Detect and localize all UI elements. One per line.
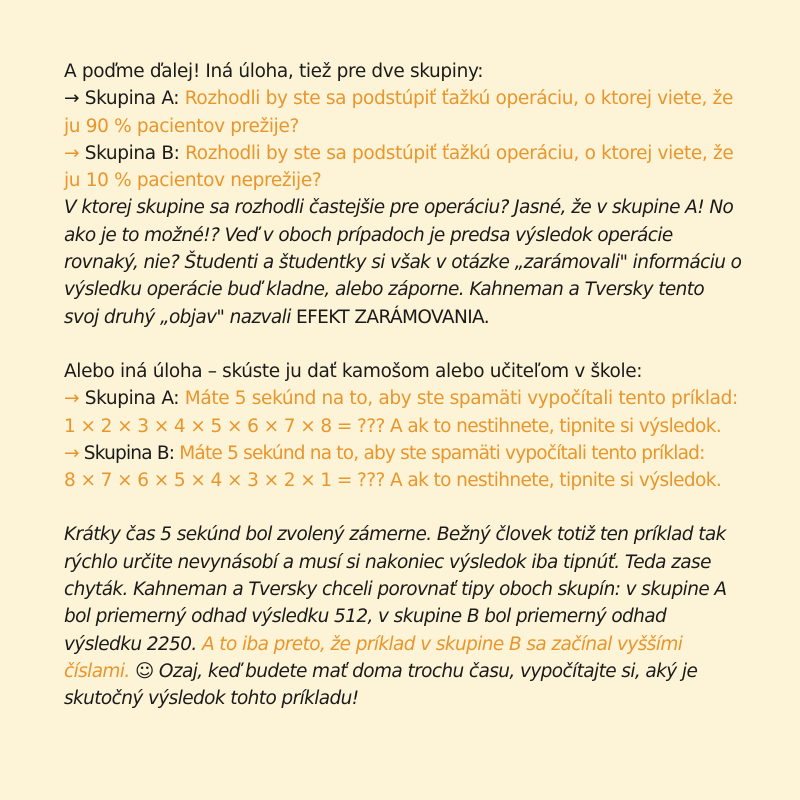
group-b-question: Rozhodli by ste sa podstúpiť ťažkú operáciu, o ktorej viete, že ju 10 % pacientov neprežije? — [64, 142, 734, 192]
group-b-label: Skupina B: — [84, 142, 180, 164]
section3-highlight: A to iba preto, že príklad v skupine B sa začínal vyššími číslami. — [64, 633, 683, 682]
section2-group-a — [64, 385, 742, 412]
spacer — [64, 494, 742, 521]
section3-text: Krátky čas 5 sekúnd bol zvolený zámerne. Bežný človek totiž ten príklad tak rýchlo určite nevynásobí a musí si nakoniec výsledok iba tipnúť. Teda zase chyták. Kahneman a Tversky chceli porovnať tipy oboch skupín: v skupine A bol priemerný odhad výsledku 512, v skupine B bol priemerný odhad výsledku 2250. — [64, 524, 727, 655]
group-a-expression-text: 1 × 2 × 3 × 4 × 5 × 6 × 7 × 8 = ??? A ak to nestihnete, tipnite si výsledok. — [64, 415, 722, 437]
group-a-task: Máte 5 sekúnd na to, aby ste spamäti vypočítali tento príklad: — [184, 388, 738, 410]
arrow-right-icon: → — [64, 442, 79, 464]
group-a-expression — [64, 413, 742, 440]
group-b-task: Máte 5 sekúnd na to, aby ste spamäti vypočítali tento príklad: — [179, 442, 705, 464]
arrow-right-icon: → — [64, 142, 80, 164]
explanation-text: V ktorej skupine sa rozhodli častejšie pre operáciu? Jasné, že v skupine A! No ako je to možné!? Veď v oboch prípadoch je predsa výsledok operácie rovnaký, nie? Študenti a študentky si však v otázke „zarámovali" informáciu o výsledku operácie buď kladne, alebo záporne. Kahneman a Tversky tento svoj druhý „objav" nazvali — [64, 197, 742, 328]
section1-explanation — [64, 194, 742, 330]
section3-paragraph — [64, 521, 742, 712]
section1-intro — [64, 58, 742, 85]
group-b-expression-text: 8 × 7 × 6 × 5 × 4 × 3 × 2 × 1 = ??? A ak to nestihnete, tipnite si výsledok. — [64, 470, 722, 492]
section2-intro — [64, 358, 742, 385]
group-b-label: Skupina B: — [83, 442, 175, 464]
group-a-label: Skupina A: — [84, 88, 180, 110]
smiley-icon: ☺ — [134, 660, 154, 682]
section3-closing: Ozaj, keď budete mať doma trochu času, vypočítajte si, aký je skutočný výsledok tohto príkladu! — [64, 660, 698, 710]
effect-name: EFEKT ZARÁMOVANIA. — [296, 306, 490, 328]
arrow-right-icon: → — [64, 388, 80, 410]
spacer — [64, 331, 742, 358]
group-b-expression — [64, 467, 742, 494]
section2-group-b — [64, 440, 742, 467]
section1-intro-text: A poďme ďalej! Iná úloha, tiež pre dve skupiny: — [64, 61, 484, 82]
section1-group-b — [64, 140, 742, 195]
section1-group-a — [64, 85, 742, 140]
arrow-right-icon: → — [64, 88, 80, 110]
group-a-question: Rozhodli by ste sa podstúpiť ťažkú operáciu, o ktorej viete, že ju 90 % pacientov prežije? — [64, 88, 733, 137]
group-a-label: Skupina A: — [84, 388, 180, 410]
section2-intro-text: Alebo iná úloha – skúste ju dať kamošom alebo učiteľom v škole: — [64, 360, 643, 382]
